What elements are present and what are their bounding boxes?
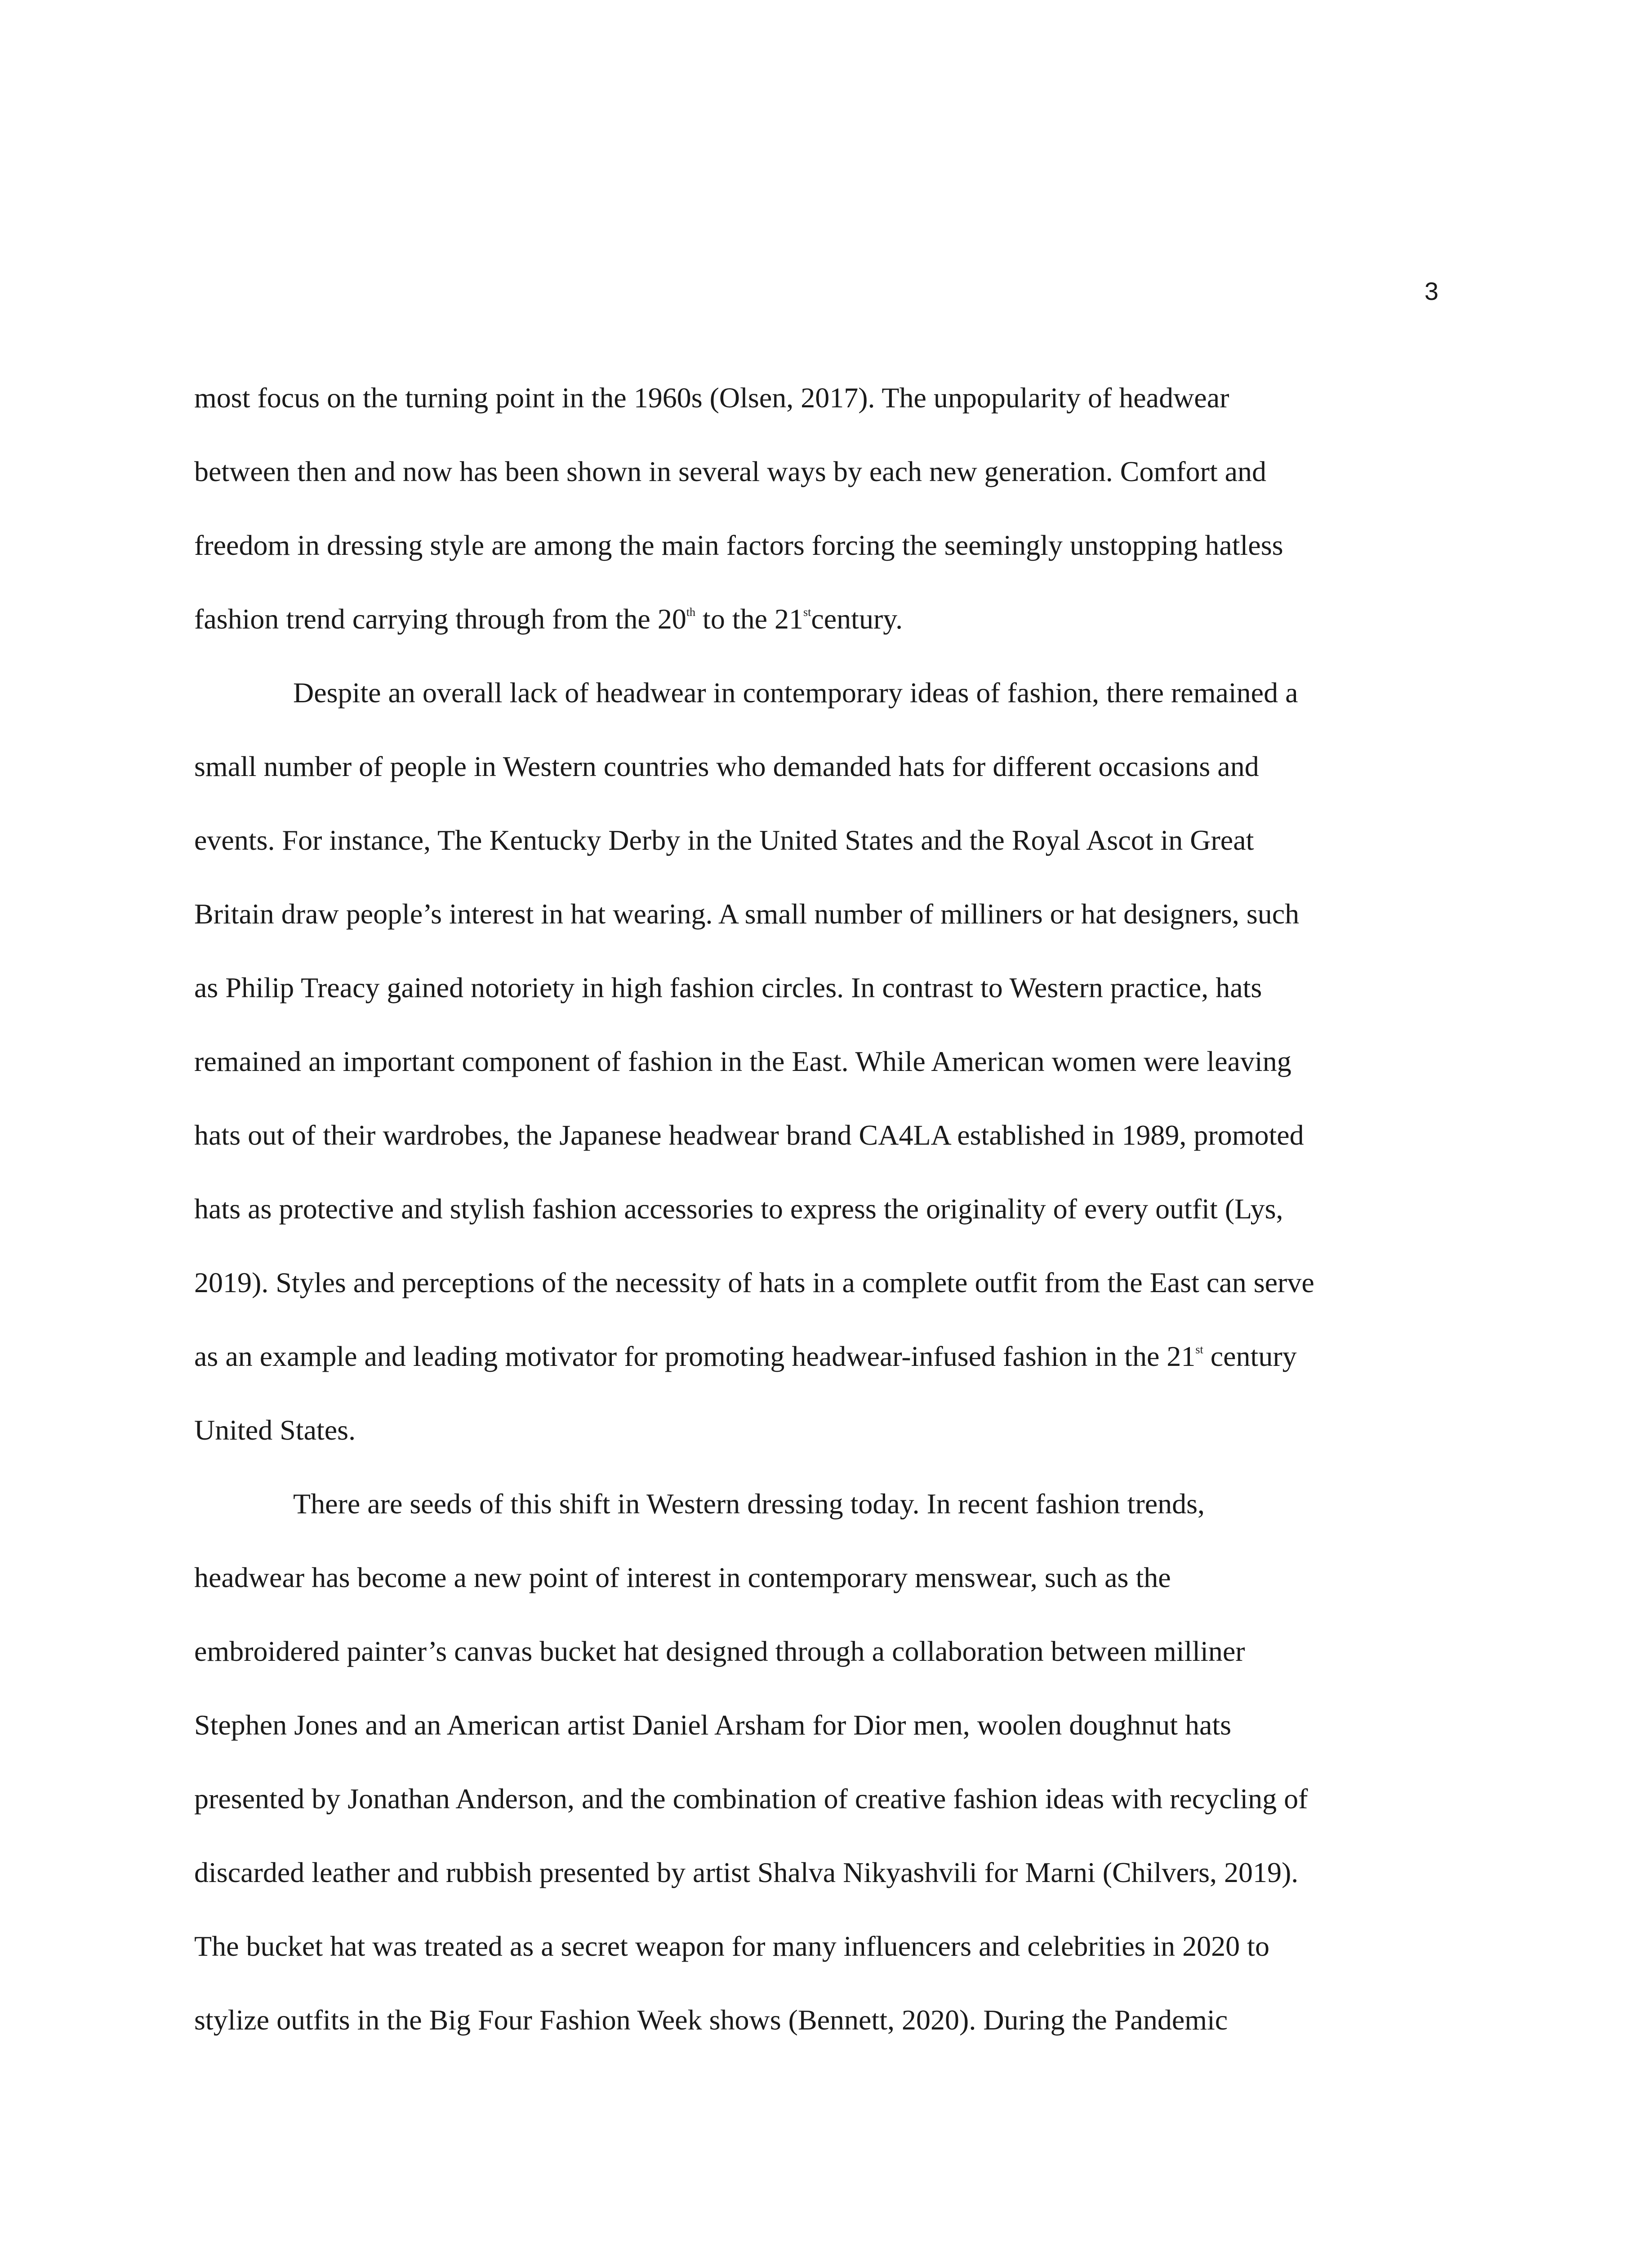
text-line: hats out of their wardrobes, the Japanese headwear brand CA4LA established in 1989, promoted	[194, 1119, 1304, 1151]
text-line: Britain draw people’s interest in hat wearing. A small number of milliners or hat designers, such	[194, 898, 1300, 930]
text-line: as Philip Treacy gained notoriety in high fashion circles. In contrast to Western practice, hats	[194, 972, 1262, 1004]
text-line: United States.	[194, 1414, 356, 1446]
text-line: remained an important component of fashion in the East. While American women were leaving	[194, 1045, 1291, 1077]
text-segment: as an example and leading motivator for promoting headwear-infused fashion in the 21	[194, 1340, 1196, 1372]
paragraph-start-line: Despite an overall lack of headwear in contemporary ideas of fashion, there remained a	[293, 677, 1298, 709]
text-line: headwear has become a new point of interest in contemporary menswear, such as the	[194, 1561, 1171, 1593]
text-segment: century.	[811, 603, 903, 635]
text-line: hats as protective and stylish fashion accessories to express the originality of every outfit (Lys,	[194, 1193, 1283, 1225]
text-line: stylize outfits in the Big Four Fashion Week shows (Bennett, 2020). During the Pandemic	[194, 2004, 1228, 2036]
page-number: 3	[1424, 277, 1438, 305]
superscript: st	[1195, 1343, 1203, 1356]
text-line: Stephen Jones and an American artist Daniel Arsham for Dior men, woolen doughnut hats	[194, 1709, 1232, 1741]
superscript: th	[686, 606, 696, 619]
paragraph-start-line: There are seeds of this shift in Western dressing today. In recent fashion trends,	[293, 1488, 1205, 1520]
text-line	[194, 582, 1457, 656]
text-segment: to the 21	[695, 603, 804, 635]
text-line: discarded leather and rubbish presented by artist Shalva Nikyashvili for Marni (Chilvers, 2019).	[194, 1856, 1299, 1888]
body-text	[194, 361, 1457, 2057]
text-line: presented by Jonathan Anderson, and the combination of creative fashion ideas with recycling of	[194, 1783, 1308, 1815]
text-line	[194, 1320, 1457, 1393]
superscript: st	[803, 606, 811, 619]
text-line: freedom in dressing style are among the main factors forcing the seemingly unstopping hatless	[194, 529, 1283, 561]
text-line: between then and now has been shown in several ways by each new generation. Comfort and	[194, 455, 1267, 487]
text-segment: fashion trend carrying through from the 20	[194, 603, 686, 635]
text-line: small number of people in Western countries who demanded hats for different occasions and	[194, 750, 1259, 782]
text-segment: century	[1203, 1340, 1297, 1372]
text-line: most focus on the turning point in the 1960s (Olsen, 2017). The unpopularity of headwear	[194, 382, 1229, 414]
text-line: The bucket hat was treated as a secret weapon for many influencers and celebrities in 2020 to	[194, 1930, 1269, 1962]
text-line: events. For instance, The Kentucky Derby in the United States and the Royal Ascot in Great	[194, 824, 1254, 856]
text-line: 2019). Styles and perceptions of the necessity of hats in a complete outfit from the East can serve	[194, 1267, 1314, 1298]
text-line: embroidered painter’s canvas bucket hat designed through a collaboration between milliner	[194, 1635, 1245, 1667]
